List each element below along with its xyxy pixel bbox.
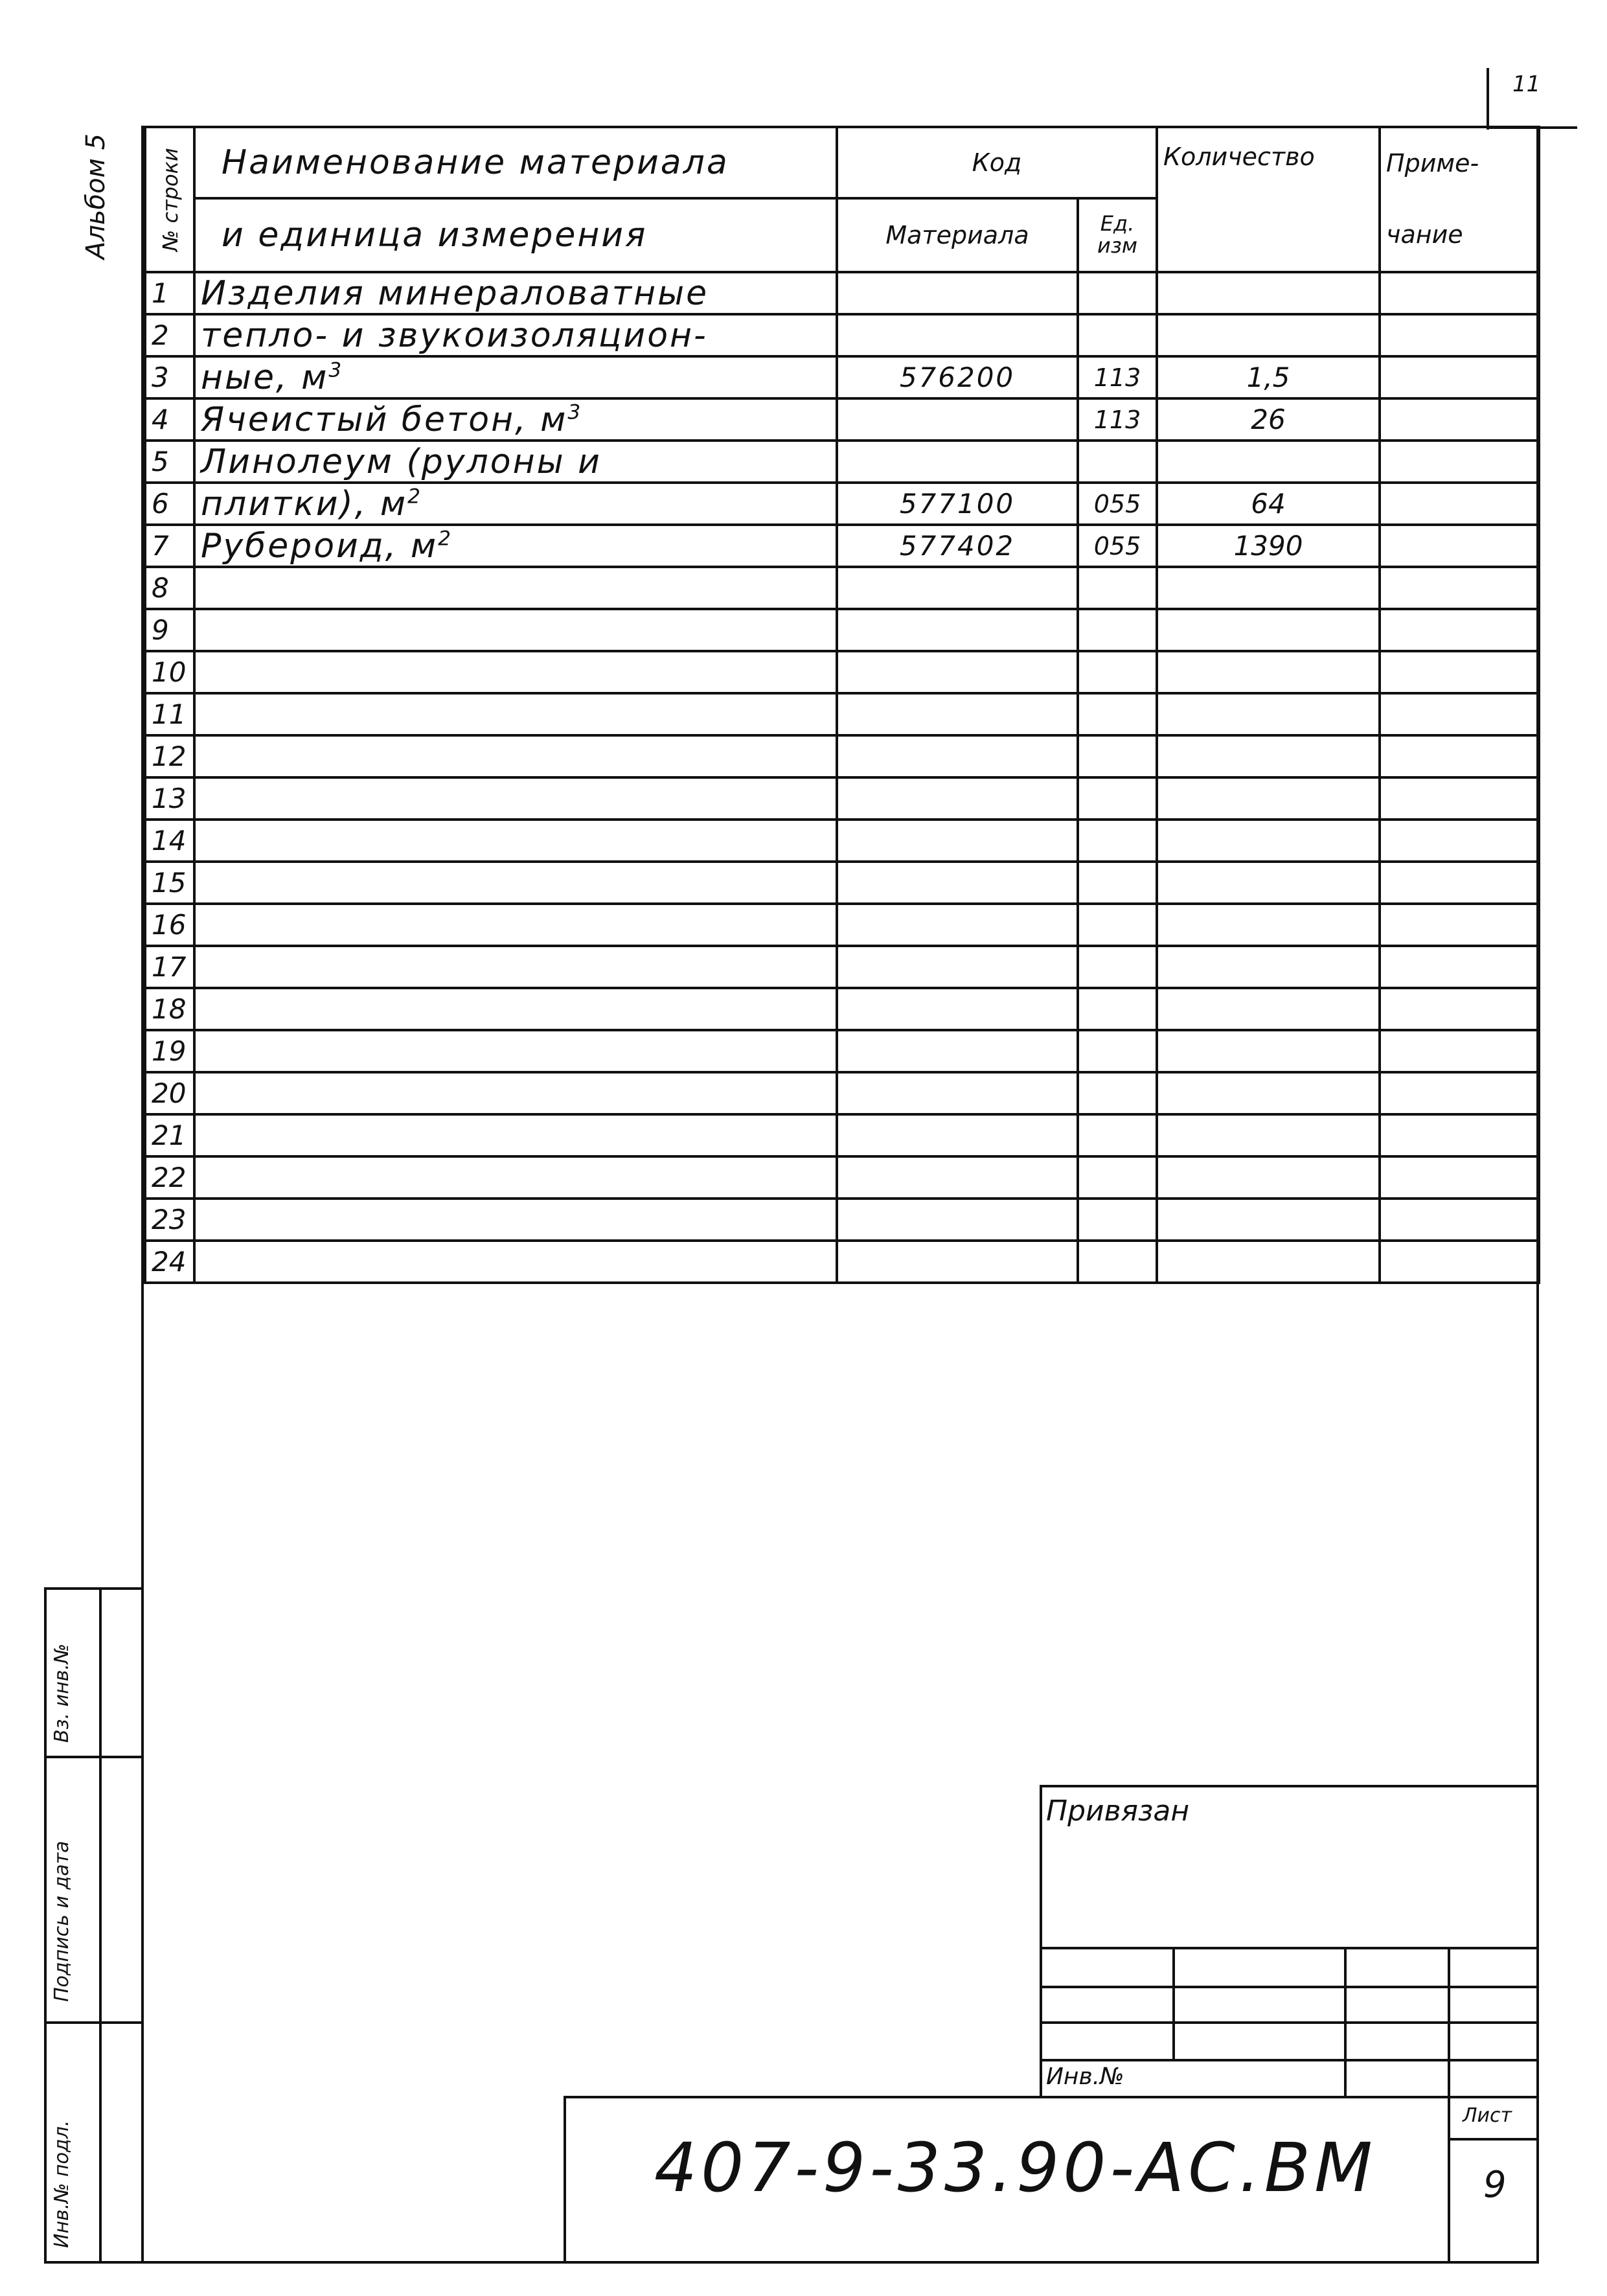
row-code-cell: [837, 693, 1078, 735]
row-name-cell: [194, 1156, 837, 1199]
row-name-cell-text: Рубероид, м: [201, 526, 439, 566]
row-note-cell: [1380, 904, 1539, 946]
row-unit-cell-text: 055: [1093, 531, 1141, 560]
row-qty-cell: [1157, 441, 1380, 483]
row-code-cell: [837, 441, 1078, 483]
row-code-cell: [837, 904, 1078, 946]
row-note-cell: [1380, 1241, 1539, 1283]
tb-main-top: [564, 2096, 1538, 2098]
table-row: [145, 1156, 1539, 1199]
row-name-cell-sup: 3: [328, 358, 344, 382]
row-note-cell: [1380, 525, 1539, 567]
row-number-cell-text: 15: [152, 867, 187, 899]
row-number-cell: [145, 272, 194, 314]
tb-linked-left: [1040, 1785, 1042, 2096]
row-note-cell: [1380, 946, 1539, 988]
row-note-cell: [1380, 609, 1539, 651]
row-code-cell: [837, 609, 1078, 651]
table-row: [145, 777, 1539, 820]
row-name-cell: [194, 1114, 837, 1156]
tb-linked-label: Привязан: [1046, 1795, 1190, 1828]
row-qty-cell: [1157, 862, 1380, 904]
row-number-cell-text: 7: [152, 530, 169, 562]
row-unit-cell: [1078, 862, 1157, 904]
row-qty-cell: [1157, 1114, 1380, 1156]
row-qty-cell: [1157, 693, 1380, 735]
row-unit-cell: [1078, 398, 1157, 441]
row-unit-cell: [1078, 441, 1157, 483]
row-number-cell: [145, 1241, 194, 1283]
row-note-cell: [1380, 651, 1539, 693]
header-quantity: Количество: [1157, 127, 1380, 272]
row-unit-cell-text: 113: [1093, 405, 1141, 434]
row-name-cell-sup: 2: [407, 485, 422, 509]
row-number-cell: [145, 777, 194, 820]
header-name-1: Наименование материала: [194, 127, 837, 198]
row-number-cell-text: 11: [152, 698, 187, 730]
row-name-cell: [194, 904, 837, 946]
row-number-cell: [145, 946, 194, 988]
header-unit: Ед. изм: [1078, 198, 1157, 272]
row-name-cell: [194, 398, 837, 441]
row-qty-cell: [1157, 735, 1380, 777]
header-code: Код: [837, 127, 1157, 198]
album-label: Альбом 5: [81, 133, 111, 259]
row-qty-cell: [1157, 356, 1380, 398]
stamp-right-edge: [99, 1587, 102, 2264]
table-row: [145, 735, 1539, 777]
row-unit-cell: [1078, 988, 1157, 1030]
row-unit-cell: [1078, 609, 1157, 651]
row-name-cell: [194, 567, 837, 609]
header-note-1: Приме-: [1380, 127, 1539, 198]
table-row: [145, 1114, 1539, 1156]
table-row: [145, 1241, 1539, 1283]
table-row: [145, 441, 1539, 483]
row-number-cell-text: 4: [152, 404, 169, 435]
row-qty-cell: [1157, 525, 1380, 567]
row-code-cell: [837, 988, 1078, 1030]
row-unit-cell-text: 055: [1093, 489, 1141, 518]
row-code-cell: [837, 398, 1078, 441]
row-unit-cell: [1078, 567, 1157, 609]
row-code-cell: [837, 820, 1078, 862]
row-unit-cell: [1078, 314, 1157, 356]
spec-table: [144, 126, 1540, 1284]
row-name-cell: [194, 1072, 837, 1114]
row-unit-cell: [1078, 1072, 1157, 1114]
row-code-cell: [837, 1199, 1078, 1241]
row-unit-cell-text: 113: [1093, 363, 1141, 392]
row-code-cell: [837, 651, 1078, 693]
row-note-cell: [1380, 483, 1539, 525]
row-note-cell: [1380, 272, 1539, 314]
stamp-div-1: [44, 1756, 144, 1758]
header-row-no-cell: [145, 127, 194, 272]
row-unit-cell: [1078, 693, 1157, 735]
table-row: [145, 904, 1539, 946]
stamp-bottom: [44, 2261, 144, 2264]
row-qty-cell: [1157, 314, 1380, 356]
row-unit-cell: [1078, 356, 1157, 398]
row-unit-cell: [1078, 651, 1157, 693]
row-code-cell: [837, 1114, 1078, 1156]
row-number-cell-text: 19: [152, 1035, 187, 1067]
row-qty-cell: [1157, 609, 1380, 651]
row-number-cell-text: 17: [152, 951, 187, 983]
row-qty-cell: [1157, 777, 1380, 820]
tb-inv-no: Инв.№: [1046, 2063, 1124, 2090]
stamp-div-2: [44, 2021, 144, 2024]
table-row: [145, 946, 1539, 988]
tb-sheet-label: Лист: [1463, 2104, 1512, 2127]
row-number-cell: [145, 904, 194, 946]
row-number-cell-text: 22: [152, 1162, 187, 1193]
row-code-cell: [837, 483, 1078, 525]
row-unit-cell: [1078, 946, 1157, 988]
table-row: [145, 272, 1539, 314]
row-code-cell: [837, 735, 1078, 777]
stamp-replace-inv: Вз. инв.№: [51, 1643, 73, 1743]
row-number-cell: [145, 483, 194, 525]
row-note-cell: [1380, 1030, 1539, 1072]
row-number-cell: [145, 609, 194, 651]
row-number-cell-text: 20: [152, 1077, 187, 1109]
row-note-cell: [1380, 862, 1539, 904]
row-number-cell: [145, 525, 194, 567]
row-name-cell: [194, 525, 837, 567]
row-number-cell-text: 24: [152, 1246, 187, 1278]
row-number-cell: [145, 820, 194, 862]
row-qty-cell: [1157, 988, 1380, 1030]
header-note-2: чание: [1380, 198, 1539, 272]
row-qty-cell: [1157, 1072, 1380, 1114]
tb-col-2: [1344, 1947, 1347, 2096]
tb-main-left: [564, 2096, 566, 2261]
row-code-cell-text: 577402: [899, 530, 1016, 562]
row-unit-cell: [1078, 525, 1157, 567]
row-code-cell: [837, 862, 1078, 904]
row-number-cell: [145, 1156, 194, 1199]
row-unit-cell: [1078, 1114, 1157, 1156]
row-qty-cell: [1157, 1199, 1380, 1241]
row-code-cell: [837, 1156, 1078, 1199]
row-name-cell: [194, 1030, 837, 1072]
row-number-cell-text: 13: [152, 783, 187, 814]
row-qty-cell: [1157, 904, 1380, 946]
row-number-cell: [145, 862, 194, 904]
row-name-cell: [194, 862, 837, 904]
row-name-cell-sup: 3: [567, 400, 583, 424]
row-code-cell-text: 576200: [899, 362, 1016, 393]
row-unit-cell: [1078, 820, 1157, 862]
table-row: [145, 1072, 1539, 1114]
row-number-cell-text: 1: [152, 277, 169, 309]
row-number-cell-text: 12: [152, 740, 187, 772]
row-number-cell: [145, 398, 194, 441]
row-qty-cell: [1157, 272, 1380, 314]
row-qty-cell: [1157, 1030, 1380, 1072]
table-row: [145, 651, 1539, 693]
row-number-cell: [145, 1030, 194, 1072]
stamp-top: [44, 1587, 144, 1590]
top-sheet-number: 11: [1512, 71, 1541, 97]
stamp-sign-date: Подпись и дата: [51, 1841, 73, 2002]
row-unit-cell: [1078, 1030, 1157, 1072]
row-note-cell: [1380, 314, 1539, 356]
row-qty-cell: [1157, 651, 1380, 693]
tb-row-3: [1040, 2021, 1538, 2024]
row-code-cell: [837, 356, 1078, 398]
row-name-cell: [194, 735, 837, 777]
row-code-cell: [837, 946, 1078, 988]
row-code-cell: [837, 1030, 1078, 1072]
table-row: [145, 862, 1539, 904]
tb-row-1: [1040, 1947, 1538, 1949]
row-number-cell-text: 14: [152, 825, 187, 856]
row-number-cell-text: 16: [152, 909, 187, 941]
row-unit-cell: [1078, 483, 1157, 525]
row-name-cell-text: ные, м: [201, 358, 329, 397]
row-number-cell: [145, 735, 194, 777]
top-divider: [1487, 68, 1489, 130]
table-row: [145, 1030, 1539, 1072]
row-code-cell: [837, 525, 1078, 567]
row-note-cell: [1380, 693, 1539, 735]
row-number-cell-text: 21: [152, 1119, 187, 1151]
row-note-cell: [1380, 988, 1539, 1030]
table-row: [145, 693, 1539, 735]
row-unit-cell: [1078, 1241, 1157, 1283]
row-note-cell: [1380, 356, 1539, 398]
row-note-cell: [1380, 1199, 1539, 1241]
row-note-cell: [1380, 1072, 1539, 1114]
row-name-cell: [194, 356, 837, 398]
tb-sheet-mid: [1448, 2138, 1538, 2141]
row-name-cell: [194, 777, 837, 820]
row-name-cell: [194, 1199, 837, 1241]
row-name-cell: [194, 272, 837, 314]
designation: 407-9-33.90-АС.ВМ: [654, 2128, 1376, 2207]
table-row: [145, 483, 1539, 525]
row-number-cell: [145, 651, 194, 693]
row-name-cell-text: Ячеистый бетон, м: [201, 400, 568, 439]
row-number-cell-text: 5: [152, 446, 169, 477]
row-name-cell-sup: 2: [438, 527, 453, 551]
row-name-cell: [194, 609, 837, 651]
row-number-cell: [145, 1199, 194, 1241]
stamp-inv-orig: Инв.№ подл.: [51, 2120, 73, 2248]
row-number-cell-text: 6: [152, 488, 169, 520]
tb-sheet-number: 9: [1483, 2164, 1507, 2206]
table-row: [145, 609, 1539, 651]
row-unit-cell: [1078, 272, 1157, 314]
row-number-cell: [145, 693, 194, 735]
header-row-1: [145, 127, 1539, 198]
row-code-cell: [837, 314, 1078, 356]
row-name-cell: [194, 988, 837, 1030]
row-name-cell: [194, 651, 837, 693]
row-number-cell-text: 23: [152, 1204, 187, 1235]
row-number-cell: [145, 441, 194, 483]
row-number-cell: [145, 567, 194, 609]
frame-bottom: [141, 2261, 1539, 2264]
row-number-cell-text: 8: [152, 572, 169, 604]
stamp-left-edge: [44, 1587, 47, 2264]
row-number-cell-text: 3: [152, 362, 169, 393]
row-name-cell-text: плитки), м: [201, 484, 408, 523]
row-number-cell: [145, 1114, 194, 1156]
row-code-cell: [837, 567, 1078, 609]
row-name-cell: [194, 441, 837, 483]
tb-linked-top: [1040, 1785, 1538, 1787]
row-qty-cell: [1157, 483, 1380, 525]
tb-col-3: [1448, 1947, 1450, 2096]
row-unit-cell: [1078, 735, 1157, 777]
row-qty-cell-text: 1,5: [1246, 362, 1290, 393]
row-qty-cell: [1157, 1156, 1380, 1199]
row-qty-cell-text: 64: [1251, 488, 1286, 520]
row-qty-cell: [1157, 946, 1380, 988]
row-number-cell-text: 2: [152, 319, 169, 351]
table-row: [145, 398, 1539, 441]
table-row: [145, 314, 1539, 356]
tb-row-4: [1040, 2059, 1538, 2061]
row-qty-cell: [1157, 567, 1380, 609]
row-unit-cell: [1078, 1199, 1157, 1241]
table-row: [145, 525, 1539, 567]
row-unit-cell: [1078, 777, 1157, 820]
row-note-cell: [1380, 777, 1539, 820]
row-name-cell-text: Изделия минераловатные: [201, 273, 709, 313]
row-name-cell-text: Линолеум (рулоны и: [201, 442, 602, 481]
row-note-cell: [1380, 820, 1539, 862]
row-note-cell: [1380, 1114, 1539, 1156]
row-unit-cell: [1078, 904, 1157, 946]
row-number-cell: [145, 356, 194, 398]
table-row: [145, 820, 1539, 862]
row-qty-cell: [1157, 398, 1380, 441]
row-name-cell-text: тепло- и звукоизоляцион-: [201, 316, 708, 355]
table-row: [145, 567, 1539, 609]
row-qty-cell: [1157, 820, 1380, 862]
row-code-cell: [837, 272, 1078, 314]
row-note-cell: [1380, 398, 1539, 441]
row-qty-cell-text: 26: [1251, 404, 1286, 435]
header-name-2: и единица измерения: [194, 198, 837, 272]
header-row-no: № строки: [158, 148, 183, 251]
row-note-cell: [1380, 441, 1539, 483]
row-name-cell: [194, 693, 837, 735]
row-qty-cell-text: 1390: [1233, 530, 1303, 562]
row-qty-cell: [1157, 1241, 1380, 1283]
table-row: [145, 988, 1539, 1030]
row-number-cell-text: 9: [152, 614, 169, 646]
row-name-cell: [194, 483, 837, 525]
row-code-cell-text: 577100: [899, 488, 1016, 520]
header-material: Материала: [837, 198, 1078, 272]
row-name-cell: [194, 946, 837, 988]
row-note-cell: [1380, 1156, 1539, 1199]
row-number-cell-text: 10: [152, 656, 187, 688]
row-note-cell: [1380, 567, 1539, 609]
row-code-cell: [837, 777, 1078, 820]
row-number-cell: [145, 1072, 194, 1114]
row-unit-cell: [1078, 1156, 1157, 1199]
row-name-cell: [194, 820, 837, 862]
row-number-cell-text: 18: [152, 993, 187, 1025]
row-code-cell: [837, 1072, 1078, 1114]
row-name-cell: [194, 314, 837, 356]
tb-row-2: [1040, 1986, 1538, 1988]
row-name-cell: [194, 1241, 837, 1283]
table-row: [145, 1199, 1539, 1241]
tb-sheet-left: [1448, 2096, 1450, 2261]
row-number-cell: [145, 314, 194, 356]
row-note-cell: [1380, 735, 1539, 777]
row-code-cell: [837, 1241, 1078, 1283]
row-number-cell: [145, 988, 194, 1030]
tb-col-1: [1172, 1947, 1175, 2059]
table-row: [145, 356, 1539, 398]
